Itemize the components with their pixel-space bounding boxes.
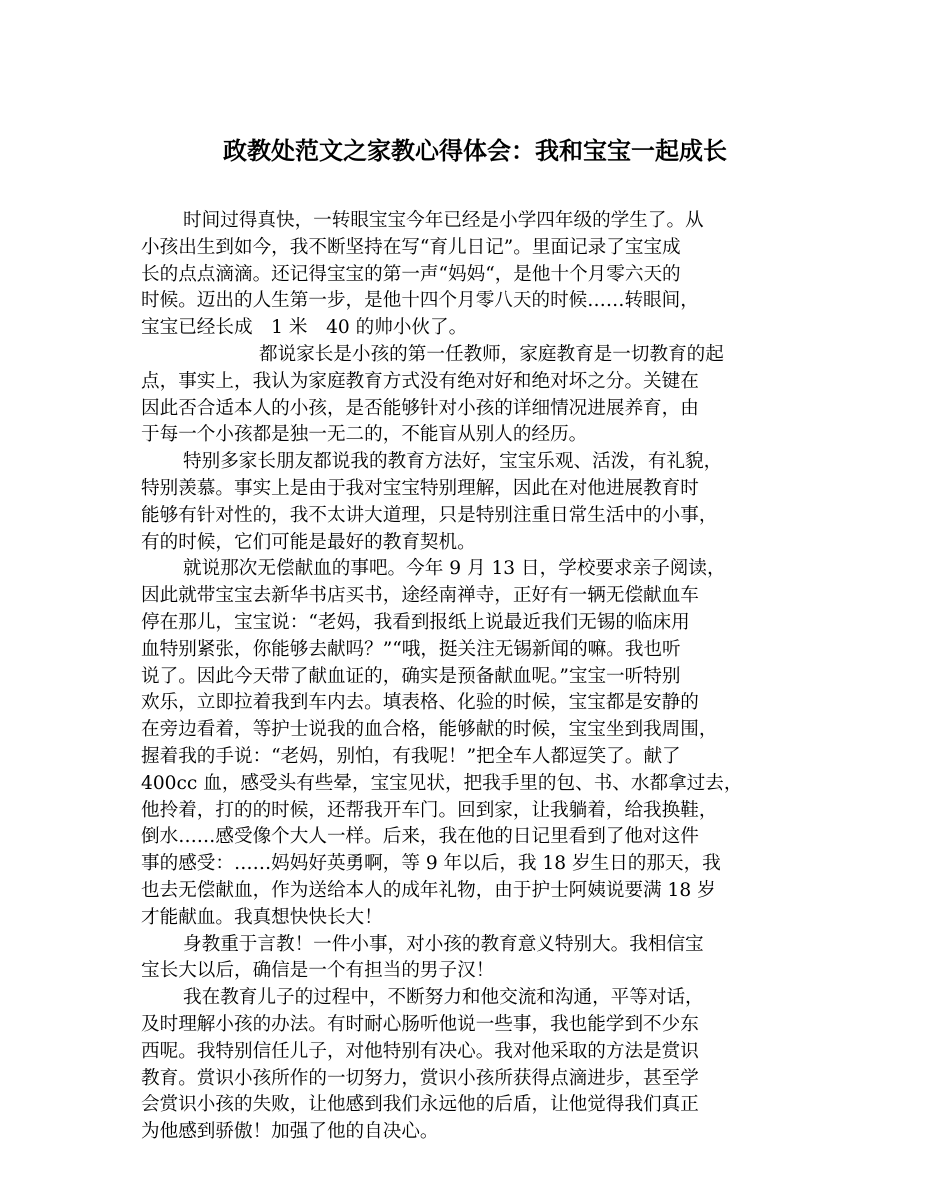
text-line: 在旁边看着，等护士说我的血合格，能够献的时候，宝宝坐到我周围， bbox=[141, 719, 718, 741]
text-line: 也去无偿献血，作为送给本人的成年礼物，由于护士阿姨说要满 18 岁 bbox=[141, 879, 716, 901]
text-line: 教育。赏识小孩所作的一切努力，赏识小孩所获得点滴进步，甚至学 bbox=[141, 1067, 699, 1089]
text-line: 都说家长是小孩的第一任教师，家庭教育是一切教育的起 bbox=[259, 343, 724, 365]
document-title: 政教处范文之家教心得体会：我和宝宝一起成长 bbox=[223, 136, 727, 165]
text-line: 宝长大以后，确信是一个有担当的男子汉！ bbox=[141, 960, 495, 982]
text-line: 就说那次无偿献血的事吧。今年 9 月 13 日，学校要求亲子阅读， bbox=[183, 558, 726, 580]
text-line: 宝宝已经长成 1 米 40 的帅小伙了。 bbox=[141, 317, 468, 339]
text-line: 能够有针对性的，我不太讲大道理，只是特别注重日常生活中的小事， bbox=[141, 504, 718, 526]
text-line: 时间过得真快，一转眼宝宝今年已经是小学四年级的学生了。从 bbox=[183, 210, 704, 231]
text-line: 事的感受：……妈妈好英勇啊，等 9 年以后，我 18 岁生日的那天，我 bbox=[141, 853, 721, 875]
text-line: 特别多家长朋友都说我的教育方法好，宝宝乐观、活泼，有礼貌， bbox=[183, 451, 723, 473]
text-line: 因此就带宝宝去新华书店买书，途经南禅寺，正好有一辆无偿献血车 bbox=[141, 585, 699, 607]
document-body bbox=[141, 208, 821, 1146]
text-line: 身教重于言教！一件小事，对小孩的教育意义特别大。我相信宝 bbox=[183, 933, 704, 955]
text-line: 血特别紧张，你能够去献吗？”“哦，挺关注无锡新闻的嘛。我也听 bbox=[141, 638, 681, 660]
text-line: 为他感到骄傲！加强了他的自决心。 bbox=[141, 1121, 439, 1143]
text-line: 倒水……感受像个大人一样。后来，我在他的日记里看到了他对这件 bbox=[141, 826, 699, 848]
text-line: 小孩出生到如今，我不断坚持在写“育儿日记”。里面记录了宝宝成 bbox=[141, 236, 681, 258]
text-line: 他拎着，打的的时候，还帮我开车门。回到家，让我躺着，给我换鞋， bbox=[141, 799, 718, 821]
text-line: 欢乐，立即拉着我到车内去。填表格、化验的时候，宝宝都是安静的 bbox=[141, 692, 699, 714]
text-line: 握着我的手说：“老妈，别怕，有我呢！”把全车人都逗笑了。献了 bbox=[141, 745, 681, 767]
text-line: 长的点点滴滴。还记得宝宝的第一声“妈妈“，是他十个月零六天的 bbox=[141, 263, 681, 285]
text-line: 400cc 血，感受头有些晕，宝宝见状，把我手里的包、书、水都拿过去， bbox=[141, 772, 743, 794]
text-line: 特别羡慕。事实上是由于我对宝宝特别理解，因此在对他进展教育时 bbox=[141, 477, 699, 499]
text-line: 时候。迈出的人生第一步，是他十四个月零八天的时候……转眼间， bbox=[141, 290, 699, 312]
text-line: 会赏识小孩的失败，让他感到我们永远他的后盾，让他觉得我们真正 bbox=[141, 1094, 699, 1116]
text-line: 才能献血。我真想快快长大！ bbox=[141, 906, 383, 928]
text-line: 及时理解小孩的办法。有时耐心肠听他说一些事，我也能学到不少东 bbox=[141, 1013, 699, 1035]
text-line: 我在教育儿子的过程中，不断努力和他交流和沟通，平等对话， bbox=[183, 987, 704, 1009]
text-line: 有的时候，它们可能是最好的教育契机。 bbox=[141, 531, 476, 553]
text-line: 于每一个小孩都是独一无二的，不能盲从别人的经历。 bbox=[141, 424, 588, 446]
text-line: 因此否合适本人的小孩，是否能够针对小孩的详细情况进展养育，由 bbox=[141, 397, 699, 419]
text-line: 点，事实上，我认为家庭教育方式没有绝对好和绝对坏之分。关键在 bbox=[141, 370, 699, 392]
text-line: 说了。因此今天带了献血证的，确实是预备献血呢。”宝宝一听特别 bbox=[141, 665, 681, 687]
text-line: 西呢。我特别信任儿子，对他特别有决心。我对他采取的方法是赏识 bbox=[141, 1040, 699, 1062]
text-line: 停在那儿，宝宝说：“老妈，我看到报纸上说最近我们无锡的临床用 bbox=[141, 611, 690, 633]
